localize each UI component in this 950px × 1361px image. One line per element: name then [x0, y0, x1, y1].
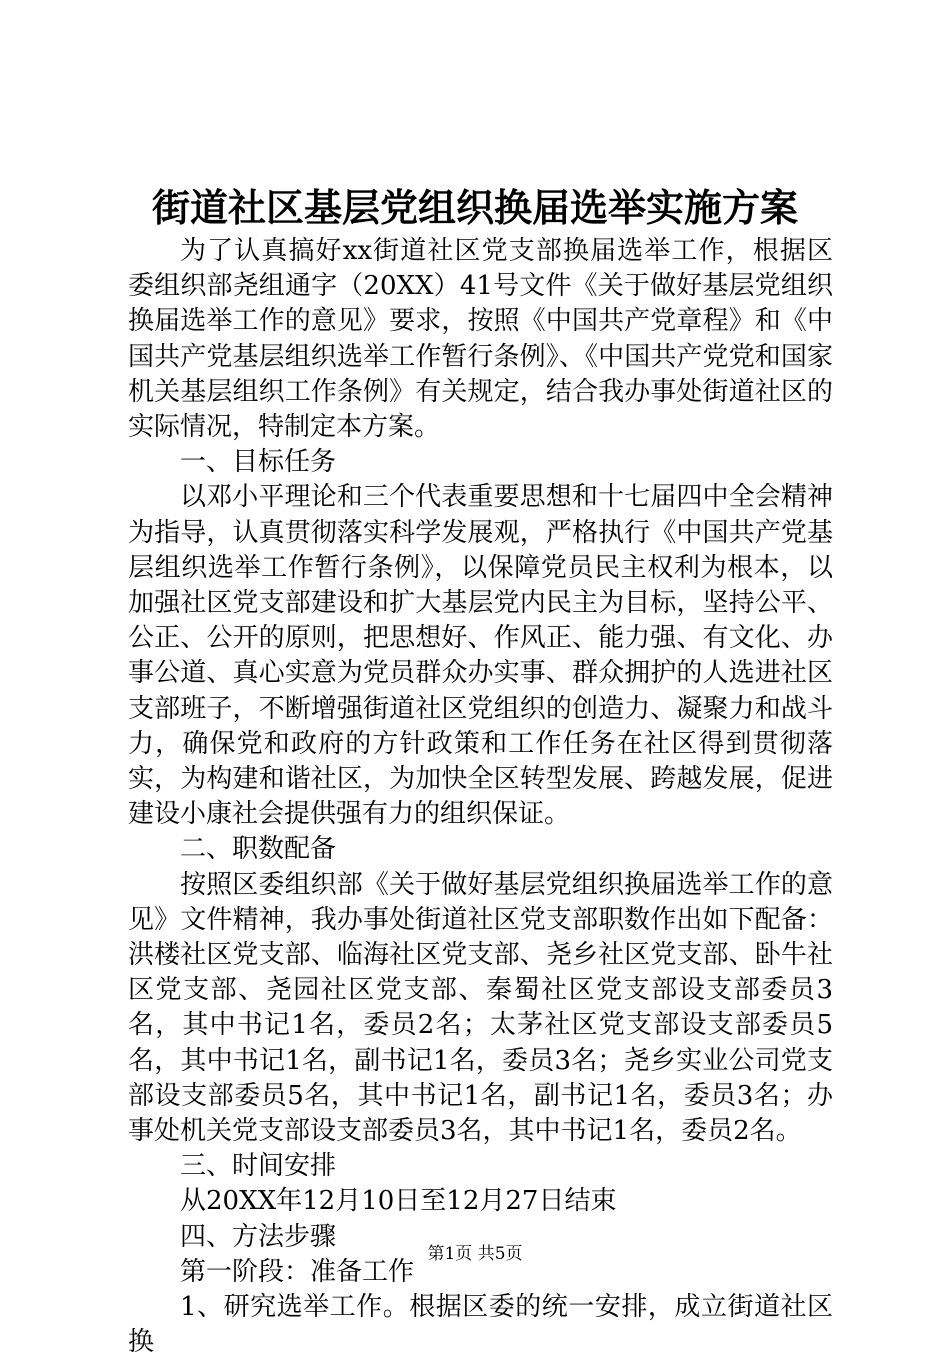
section-heading-steps: 四、方法步骤 — [180, 1221, 337, 1252]
page-footer: 第1页 共5页 — [427, 1244, 523, 1264]
section-heading-schedule: 三、时间安排 — [180, 1151, 337, 1182]
section-heading-positions: 二、职数配备 — [180, 834, 337, 865]
section-heading-goals: 一、目标任务 — [180, 447, 337, 478]
positions-paragraph: 按照区委组织部《关于做好基层党组织换届选举工作的意见》文件精神，我办事处街道社区党支部职数作出如下配备：洪楼社区党支部、临海社区党支部、尧乡社区党支部、卧牛社区党支部、尧园社区党支部、秦蜀社区党支部设支部委员3名，其中书记1名，委员2名；太茅社区党支部设支部委员5名，其中书记1名，副书记1名，委员3名；尧乡实业公司党支部设支部委员5名，其中书记1名，副书记1名，委员3名；办事处机关党支部设支部委员3名，其中书记1名，委员2名。 — [128, 869, 833, 1147]
intro-paragraph: 为了认真搞好xx街道社区党支部换届选举工作，根据区委组织部尧组通字（20XX）41号文件《关于做好基层党组织换届选举工作的意见》要求，按照《中国共产党章程》和《中国共产党基层组织选举工作暂行条例》、《中国共产党党和国家机关基层组织工作条例》有关规定，结合我办事处街道社区的实际情况，特制定本方案。 — [128, 236, 833, 443]
stage-one-item-1: 1、研究选举工作。根据区委的统一安排，成立街道社区换 — [128, 1292, 833, 1358]
goals-paragraph: 以邓小平理论和三个代表重要思想和十七届四中全会精神为指导，认真贯彻落实科学发展观，严格执行《中国共产党基层组织选举工作暂行条例》，以保障党员民主权利为根本，以加强社区党支部建设和扩大基层党内民主为目标，坚持公平、公正、公开的原则，把思想好、作风正、能力强、有文化、办事公道、真心实意为党员群众办实事、群众拥护的人选进社区支部班子，不断增强街道社区党组织的创造力、凝聚力和战斗力，确保党和政府的方针政策和工作任务在社区得到贯彻落实，为构建和谐社区，为加快全区转型发展、跨越发展，促进建设小康社会提供强有力的组织保证。 — [128, 482, 833, 830]
schedule-paragraph: 从20XX年12月10日至12月27日结束 — [180, 1186, 617, 1217]
document-title: 街道社区基层党组织换届选举实施方案 — [151, 185, 798, 230]
document-body — [128, 234, 833, 1361]
stage-one-heading: 第一阶段：准备工作 — [180, 1256, 415, 1287]
